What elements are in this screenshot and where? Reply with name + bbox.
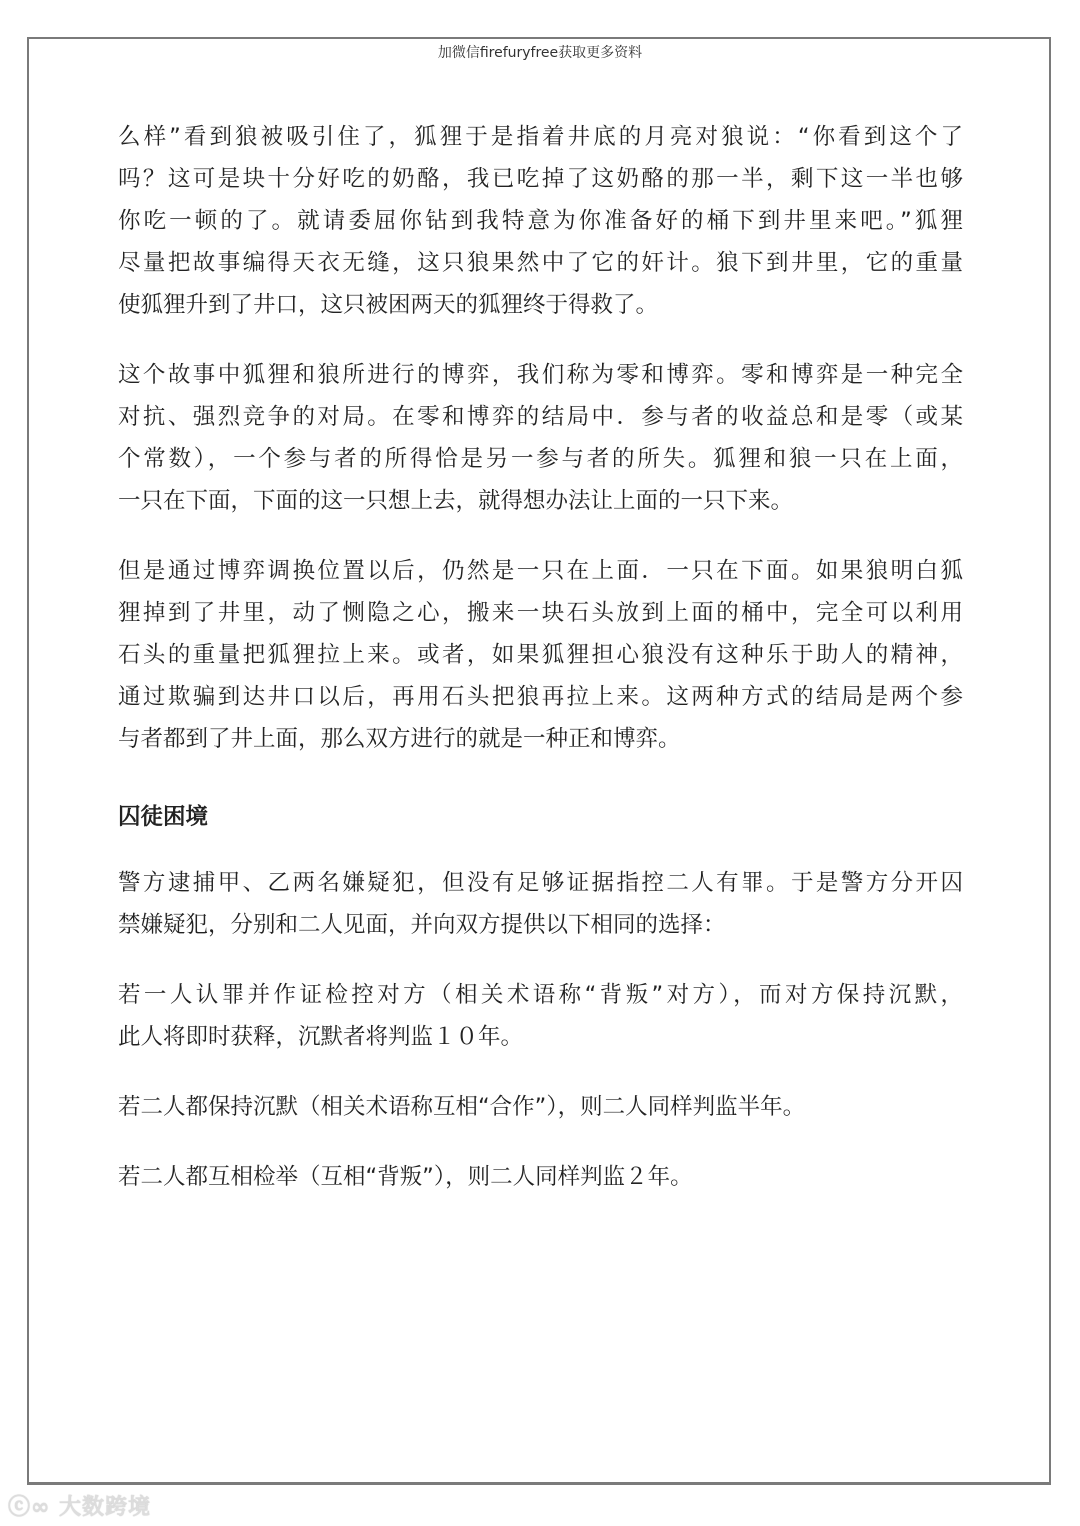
page-header: 加微信firefuryfree获取更多资料: [437, 45, 643, 61]
text-line: 你吃一顿的了。就请委屈你钻到我特意为你准备好的桶下到井里来吧。”狐狸: [118, 208, 963, 234]
text-line: 狸掉到了井里，动了恻隐之心，搬来一块石头放到上面的桶中，完全可以利用: [118, 600, 963, 626]
text-line: 通过欺骗到达井口以后，再用石头把狼再拉上来。这两种方式的结局是两个参: [118, 684, 963, 710]
paragraph: [118, 354, 963, 522]
text-line: 禁嫌疑犯，分别和二人见面，并向双方提供以下相同的选择：: [118, 912, 726, 938]
text-line: 么样”看到狼被吸引住了，狐狸于是指着井底的月亮对狼说：“你看到这个了: [118, 124, 963, 150]
paragraph: [118, 974, 963, 1058]
text-line: 若二人都保持沉默（相关术语称互相“合作”），则二人同样判监半年。: [118, 1094, 806, 1120]
text-line: 使狐狸升到了井口，这只被困两天的狐狸终于得救了。: [118, 292, 659, 318]
text-line: 个常数），一个参与者的所得恰是另一参与者的所失。狐狸和狼一只在上面，: [118, 446, 963, 472]
text-line: 若一人认罪并作证检控对方（相关术语称“背叛”对方），而对方保持沉默，: [118, 982, 963, 1008]
watermark-logo: [8, 1490, 151, 1521]
text-line: 若二人都互相检举（互相“背叛”），则二人同样判监２年。: [118, 1164, 693, 1190]
text-line: 一只在下面，下面的这一只想上去，就得想办法让上面的一只下来。: [118, 488, 794, 514]
text-line: 警方逮捕甲、乙两名嫌疑犯，但没有足够证据指控二人有罪。于是警方分开囚: [118, 870, 963, 896]
text-line: 此人将即时获释，沉默者将判监１０年。: [118, 1024, 524, 1050]
document-body: [118, 116, 963, 1198]
section-heading: 囚徒困境: [118, 804, 209, 830]
logo-icon: ⓒ∞: [8, 1495, 59, 1520]
text-line: 这个故事中狐狸和狼所进行的博弈，我们称为零和博弈。零和博弈是一种完全: [118, 362, 963, 388]
text-line: 与者都到了井上面，那么双方进行的就是一种正和博弈。: [118, 726, 681, 752]
watermark-text: 大数跨境: [59, 1495, 152, 1520]
paragraph: [118, 1086, 963, 1128]
text-line: 石头的重量把狐狸拉上来。或者，如果狐狸担心狼没有这种乐于助人的精神，: [118, 642, 963, 668]
paragraph: [118, 862, 963, 946]
text-line: 对抗、强烈竞争的对局。在零和博弈的结局中．参与者的收益总和是零（或某: [118, 404, 963, 430]
paragraph: [118, 1156, 963, 1198]
paragraph: [118, 116, 963, 326]
text-line: 尽量把故事编得天衣无缝，这只狼果然中了它的奸计。狼下到井里，它的重量: [118, 250, 963, 276]
text-line: 但是通过博弈调换位置以后，仍然是一只在上面．一只在下面。如果狼明白狐: [118, 558, 963, 584]
paragraph: [118, 550, 963, 760]
text-line: 吗？这可是块十分好吃的奶酪，我已吃掉了这奶酪的那一半，剩下这一半也够: [118, 166, 963, 192]
